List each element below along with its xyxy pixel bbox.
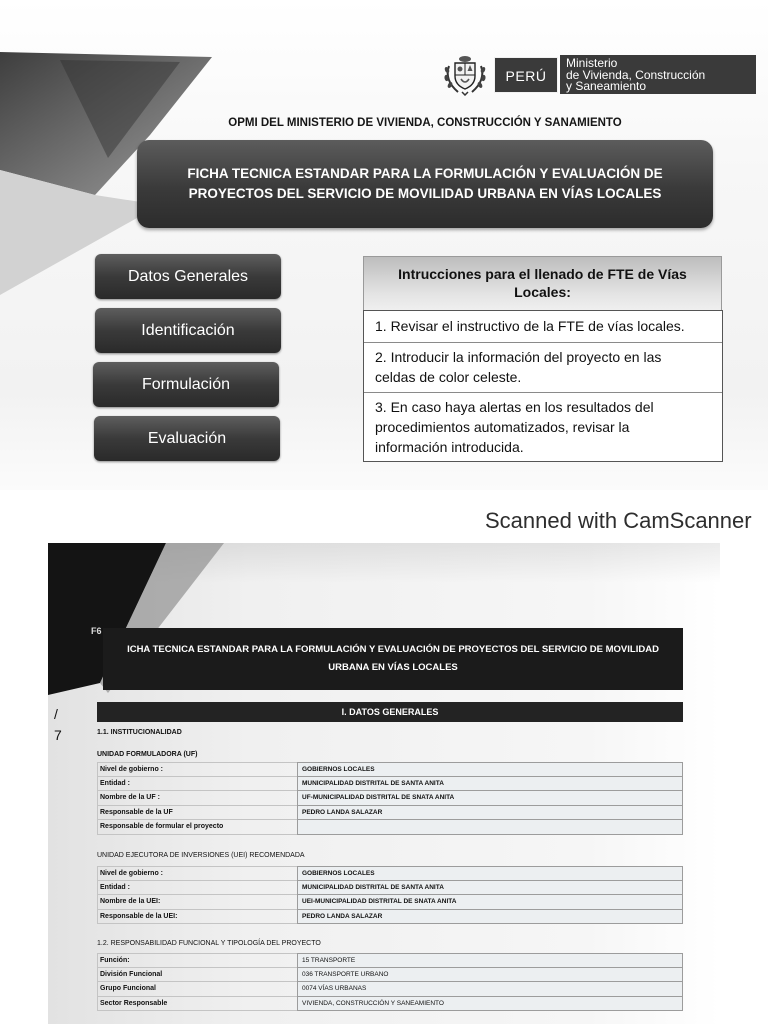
row-label: Nombre de la UF : <box>97 791 297 806</box>
sheet-title-line: ICHA TECNICA ESTANDAR PARA LA FORMULACIÓN Y EVALUACIÓN DE PROYECTOS DEL SERVICIO DE MOVILIDAD <box>127 644 659 655</box>
row-label: Responsable de formular el proyecto <box>97 820 297 835</box>
instruction-item <box>364 311 722 343</box>
row-label: Nombre de la UEI: <box>97 895 297 910</box>
row-label: Función: <box>97 953 297 968</box>
form-title <box>137 140 713 228</box>
responsabilidad-table <box>97 953 683 1011</box>
row-label: Nivel de gobierno : <box>97 866 297 881</box>
row-value: 036 TRANSPORTE URBANO <box>297 968 683 983</box>
row-value: 0074 VÍAS URBANAS <box>297 982 683 997</box>
bottom-sheet <box>48 543 720 1024</box>
table-row <box>97 953 683 968</box>
ministry-name-line: y Saneamiento <box>566 79 647 93</box>
form-title-line: FICHA TECNICA ESTANDAR PARA LA FORMULACIÓN Y EVALUACIÓN DE <box>187 166 663 181</box>
formulacion-button[interactable]: Formulación <box>93 362 279 407</box>
sheet-tab-label: F6 <box>91 626 102 636</box>
row-label: División Funcional <box>97 968 297 983</box>
country-badge: PERÚ <box>494 57 558 93</box>
uf-table <box>97 762 683 835</box>
subsection-heading: 1.1. INSTITUCIONALIDAD <box>97 729 182 736</box>
uei-table <box>97 866 683 924</box>
instruction-text: información introducida. <box>375 439 524 455</box>
instruction-text: 3. En caso haya alertas en los resultados del <box>375 399 654 415</box>
section-heading: I. DATOS GENERALES <box>97 702 683 722</box>
table-row <box>97 806 683 821</box>
table-row <box>97 968 683 983</box>
instruction-text: 1. Revisar el instructivo de la FTE de vías locales. <box>375 318 685 334</box>
sheet-title <box>103 628 683 690</box>
row-value: MUNICIPALIDAD DISTRITAL DE SANTA ANITA <box>297 881 683 896</box>
margin-mark: 7 <box>54 727 62 743</box>
row-label: Responsable de la UF <box>97 806 297 821</box>
row-value <box>297 820 683 835</box>
row-label: Sector Responsable <box>97 997 297 1012</box>
instruction-text: celdas de color celeste. <box>375 369 522 385</box>
row-label: Grupo Funcional <box>97 982 297 997</box>
row-value: PEDRO LANDA SALAZAR <box>297 806 683 821</box>
row-value: UEI-MUNICIPALIDAD DISTRITAL DE SNATA ANITA <box>297 895 683 910</box>
row-label: Nivel de gobierno : <box>97 762 297 777</box>
ministry-name-line: de Vivienda, Construcción <box>566 67 706 82</box>
instructions-list <box>363 310 723 462</box>
table-row <box>97 997 683 1012</box>
margin-mark: / <box>54 706 58 722</box>
instructions-heading <box>363 256 722 310</box>
scanner-watermark: Scanned with CamScanner <box>485 508 752 533</box>
table-row <box>97 982 683 997</box>
table-row <box>97 895 683 910</box>
evaluacion-button[interactable]: Evaluación <box>94 416 280 461</box>
row-value: GOBIERNOS LOCALES <box>297 762 683 777</box>
uf-heading: UNIDAD FORMULADORA (UF) <box>97 751 198 758</box>
table-row <box>97 777 683 792</box>
row-value: UF-MUNICIPALIDAD DISTRITAL DE SNATA ANITA <box>297 791 683 806</box>
table-row <box>97 762 683 777</box>
table-row <box>97 820 683 835</box>
table-row <box>97 866 683 881</box>
form-title-line: PROYECTOS DEL SERVICIO DE MOVILIDAD URBANA EN VÍAS LOCALES <box>188 186 662 201</box>
uei-heading: UNIDAD EJECUTORA DE INVERSIONES (UEI) RECOMENDADA <box>97 852 305 859</box>
ministry-name-line: Ministerio <box>566 56 618 70</box>
instruction-text: procedimientos automatizados, revisar la <box>375 419 630 435</box>
table-row <box>97 910 683 925</box>
instructions-heading-line: Intrucciones para el llenado de FTE de Vías <box>398 266 687 282</box>
top-sheet <box>0 0 768 490</box>
row-value: PEDRO LANDA SALAZAR <box>297 910 683 925</box>
instruction-item <box>364 393 722 460</box>
instructions-heading-line: Locales: <box>514 284 571 300</box>
table-row <box>97 791 683 806</box>
instruction-text: 2. Introducir la información del proyecto en las <box>375 349 662 365</box>
coat-of-arms-icon <box>440 54 490 96</box>
row-value: VIVIENDA, CONSTRUCCIÓN Y SANEAMIENTO <box>297 997 683 1012</box>
row-value: GOBIERNOS LOCALES <box>297 866 683 881</box>
instruction-item <box>364 343 722 393</box>
datos-generales-button[interactable]: Datos Generales <box>95 254 281 299</box>
row-label: Responsable de la UEI: <box>97 910 297 925</box>
row-label: Entidad : <box>97 777 297 792</box>
row-label: Entidad : <box>97 881 297 896</box>
identificacion-button[interactable]: Identificación <box>95 308 281 353</box>
row-value: MUNICIPALIDAD DISTRITAL DE SANTA ANITA <box>297 777 683 792</box>
table-row <box>97 881 683 896</box>
sheet-title-line: URBANA EN VÍAS LOCALES <box>328 662 458 673</box>
row-value: 15 TRANSPORTE <box>297 953 683 968</box>
ministry-name <box>560 55 756 94</box>
office-heading: OPMI DEL MINISTERIO DE VIVIENDA, CONSTRUCCIÓN Y SANAMIENTO <box>228 117 622 129</box>
subsection-heading: 1.2. RESPONSABILIDAD FUNCIONAL Y TIPOLOGÍA DEL PROYECTO <box>97 940 321 947</box>
